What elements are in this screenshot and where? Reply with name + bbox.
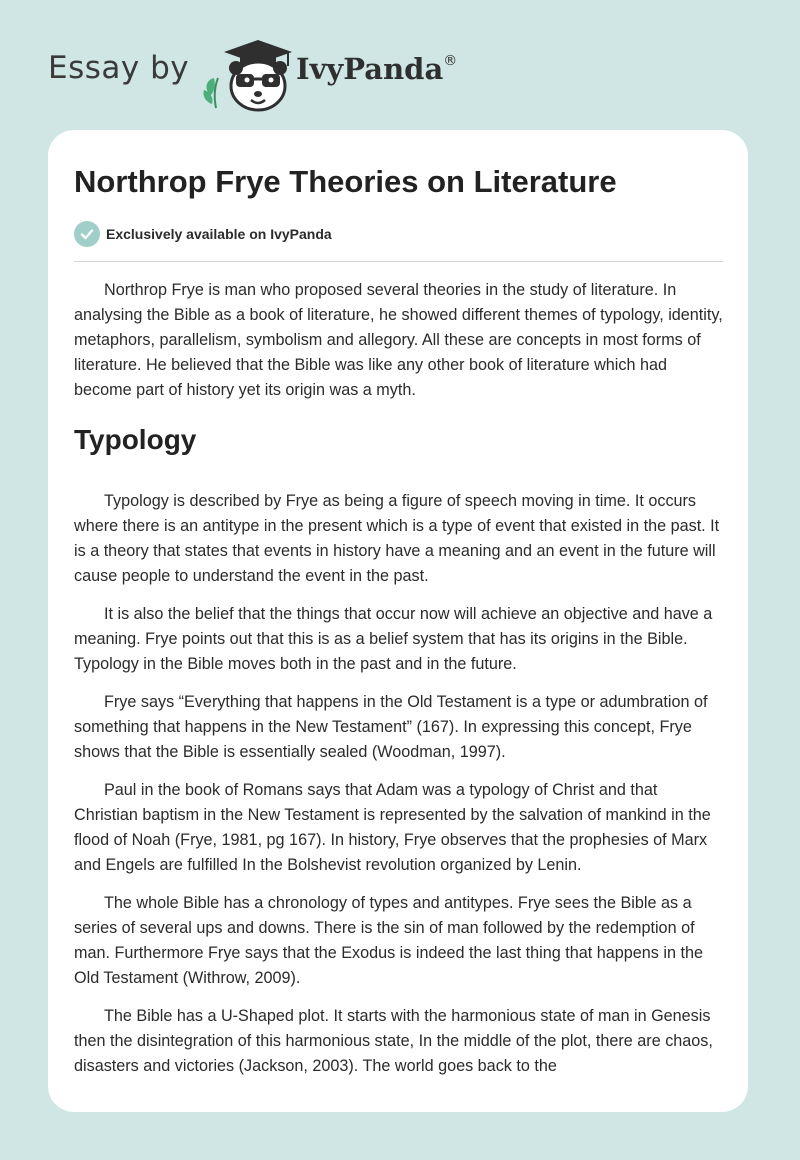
brand-text: IvyPanda [296,52,444,86]
essay-by-label: Essay by [48,50,190,86]
brand-name[interactable] [296,52,457,86]
paragraph: Paul in the book of Romans says that Adam was a typology of Christ and that Christian baptism in the New Testament is represented by the salvation of mankind in the flood of Noah (Frye, 1981, pg 167). In history, Frye observes that the prophesies of Marx and Engels are fulfilled In the Bolshevist revolution organized by Lenin. [74,781,711,874]
page-title: Northrop Frye Theories on Literature [74,164,617,199]
intro-paragraph: Northrop Frye is man who proposed several theories in the study of literature. In analysing the Bible as a book of literature, he showed different themes of typology, identity, metaphors, parallelism, symbolism and allegory. All these are concepts in most forms of literature. He believed that the Bible was like any other book of literature which had become part of history yet its origin was a myth. [74,281,723,399]
availability-badge [74,221,332,247]
panda-logo-icon[interactable] [196,34,296,114]
section-heading: Typology [74,424,197,455]
badge-label: Exclusively available on IvyPanda [106,226,332,242]
registered-mark: ® [443,53,458,69]
paragraph: Typology is described by Frye as being a figure of speech moving in time. It occurs where there is an antitype in the present which is a type of event that existed in the past. It is a theory that states that events in history have a meaning and an event in the future will cause people to understand the event in the past. [74,492,720,585]
paragraph: It is also the belief that the things that occur now will achieve an objective and have a meaning. Frye points out that this is as a belief system that has its origins in the Bible. Typology in the Bible moves both in the past and in the future. [74,605,713,673]
paragraph: Frye says “Everything that happens in the Old Testament is a type or adumbration of something that happens in the New Testament” (167). In expressing this concept, Frye shows that the Bible is essentially sealed (Woodman, 1997). [74,693,708,761]
divider [74,261,723,262]
essay-card [48,130,748,1112]
site-header [0,0,800,130]
essay-body [74,278,723,1092]
paragraph: The Bible has a U-Shaped plot. It starts with the harmonious state of man in Genesis then the disintegration of this harmonious state, In the middle of the plot, there are chaos, disasters and victories (Jackson, 2003). The world goes back to the [74,1007,713,1075]
checkmark-icon [74,221,100,247]
paragraph: The whole Bible has a chronology of types and antitypes. Frye sees the Bible as a series of several ups and downs. There is the sin of man followed by the redemption of man. Furthermore Frye says that the Exodus is indeed the last thing that happens in the Old Testament (Withrow, 2009). [74,894,703,987]
